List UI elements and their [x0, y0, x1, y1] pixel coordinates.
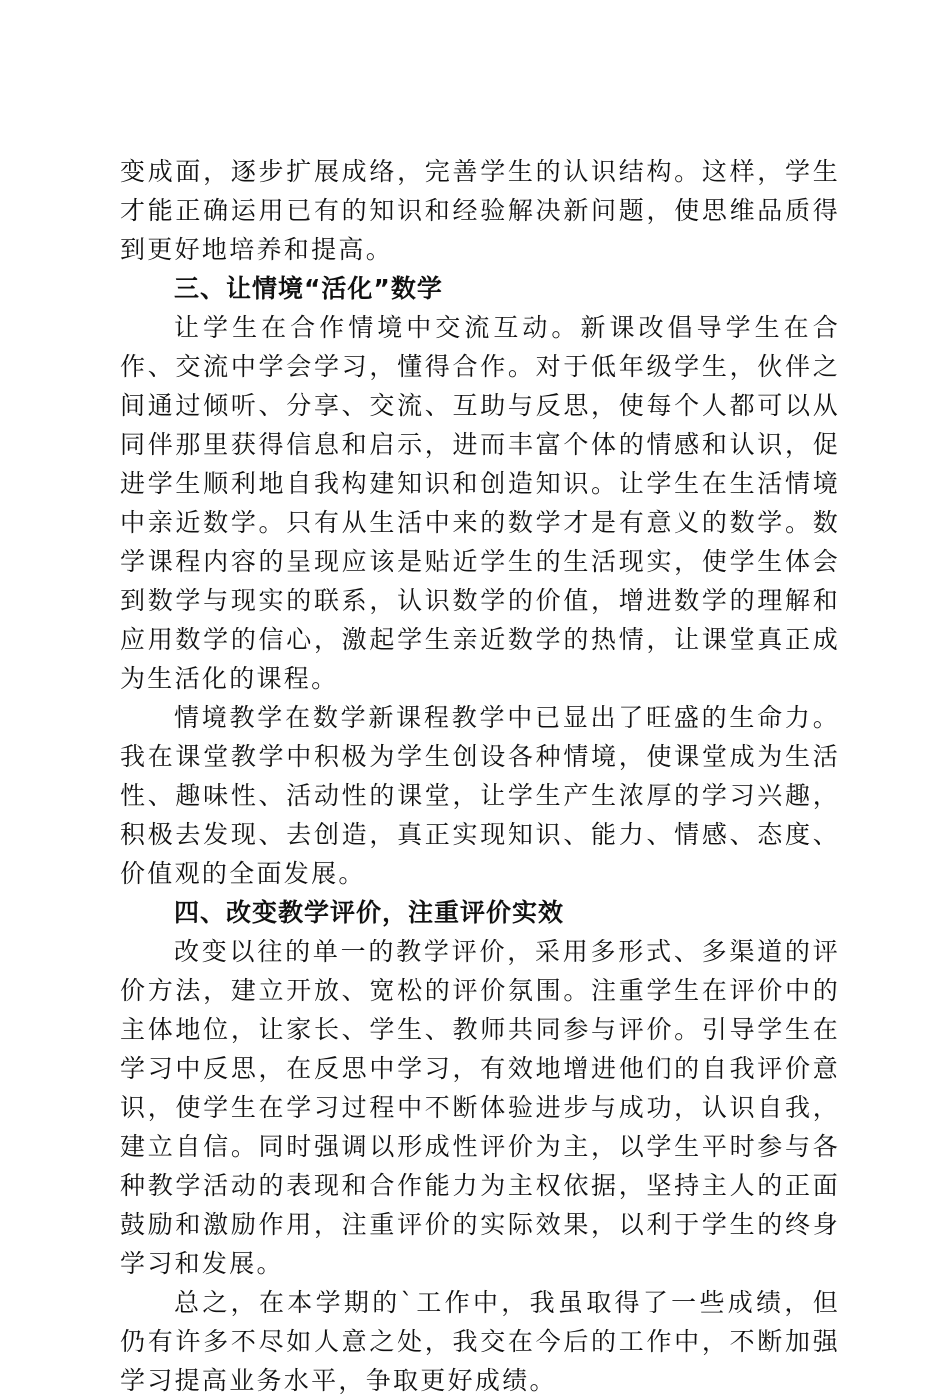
paragraph-evaluation: 改变以往的单一的教学评价，采用多形式、多渠道的评价方法，建立开放、宽松的评价氛围。注重学生在评价中的主体地位，让家长、学生、教师共同参与评价。引导学生在学习中反思，在反思中学习，有效地增进他们的自我评价意识，使学生在学习过程中不断体验进步与成功，认识自我，建立自信。同时强调以形成性评价为主，以学生平时参与各种教学活动的表现和合作能力为主权依据，坚持主人的正面鼓励和激励作用，注重评价的实际效果，以利于学生的终身学习和发展。: [120, 937, 840, 1278]
document-body: [120, 152, 840, 1400]
section-heading-4: 四、改变教学评价，注重评价实效: [174, 898, 565, 927]
paragraph-cooperation: 让学生在合作情境中交流互动。新课改倡导学生在合作、交流中学会学习，懂得合作。对于低年级学生，伙伴之间通过倾听、分享、交流、互助与反思，使每个人都可以从同伴那里获得信息和启示，进而丰富个体的情感和认识，促进学生顺利地自我构建知识和创造知识。让学生在生活情境中亲近数学。只有从生活中来的数学才是有意义的数学。数学课程内容的呈现应该是贴近学生的生活现实，使学生体会到数学与现实的联系，认识数学的价值，增进数学的理解和应用数学的信心，激起学生亲近数学的热情，让课堂真正成为生活化的课程。: [120, 313, 840, 693]
section-heading-3: 三、让情境“活化”数学: [174, 274, 443, 303]
paragraph-situational-teaching: 情境教学在数学新课程教学中已显出了旺盛的生命力。我在课堂教学中积极为学生创设各种情境，使课堂成为生活性、趣味性、活动性的课堂，让学生产生浓厚的学习兴趣，积极去发现、去创造，真正实现知识、能力、情感、态度、价值观的全面发展。: [120, 703, 840, 888]
paragraph-conclusion: 总之，在本学期的`工作中，我虽取得了一些成绩，但仍有许多不尽如人意之处，我交在今后的工作中，不断加强学习提高业务水平，争取更好成绩。: [120, 1288, 840, 1395]
paragraph-intro-continued: 变成面，逐步扩展成络，完善学生的认识结构。这样，学生才能正确运用已有的知识和经验解决新问题，使思维品质得到更好地培养和提高。: [120, 157, 840, 264]
